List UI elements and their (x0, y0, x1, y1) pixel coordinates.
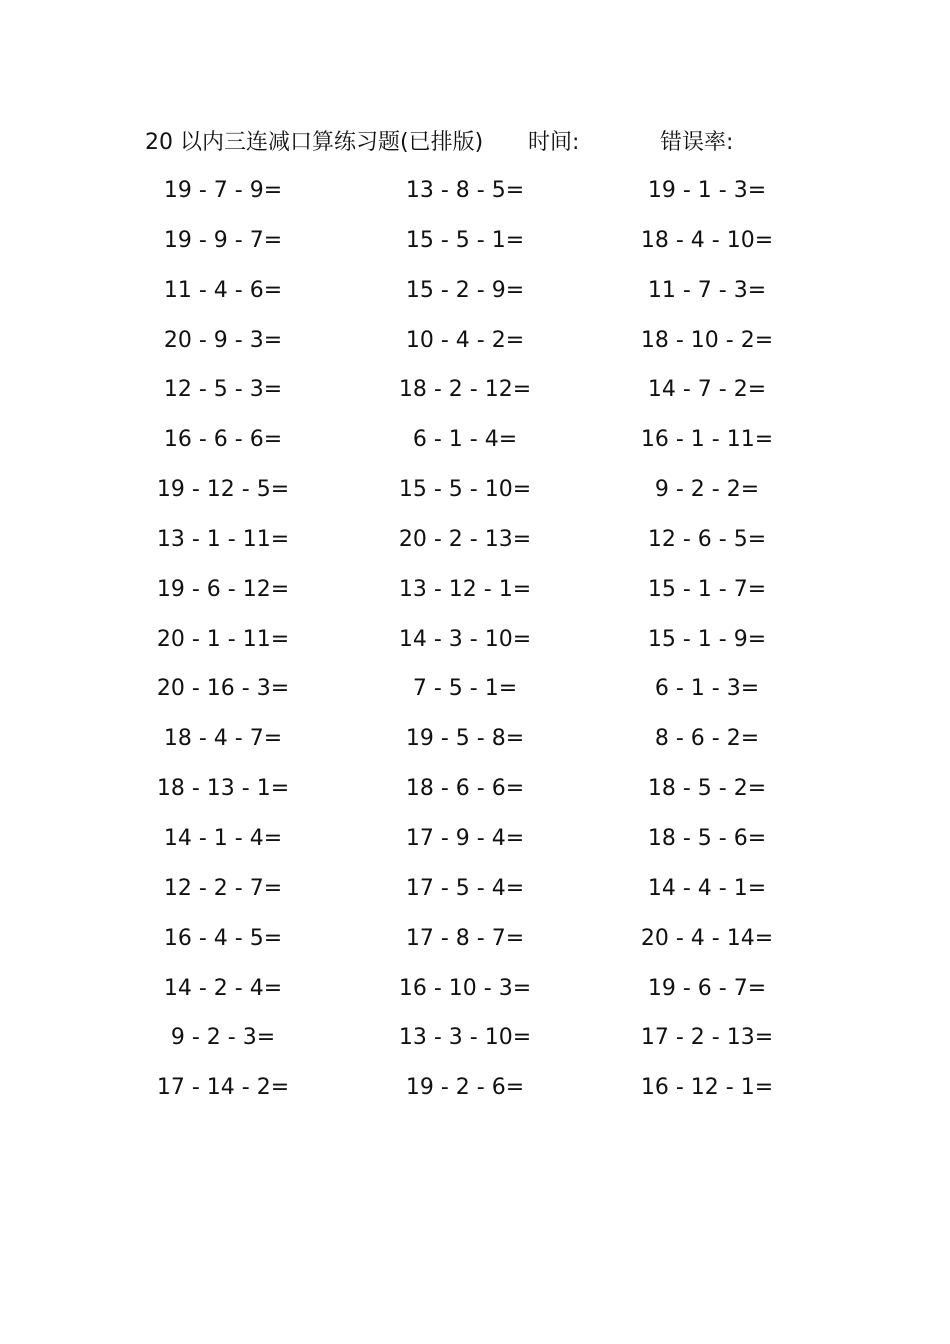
problem-item: 18 - 13 - 1= (156, 776, 290, 802)
problem-item: 16 - 12 - 1= (640, 1075, 774, 1101)
problem-item: 13 - 8 - 5= (405, 178, 525, 203)
problem-item: 18 - 4 - 7= (163, 726, 283, 752)
problem-row (0, 970, 950, 1020)
problem-item: 12 - 5 - 3= (163, 377, 283, 403)
problem-item: 17 - 2 - 13= (640, 1025, 774, 1051)
problem-row (0, 870, 950, 920)
problem-item: 17 - 8 - 7= (405, 925, 525, 951)
problem-item: 9 - 2 - 2= (654, 477, 760, 503)
problem-item: 20 - 9 - 3= (163, 327, 283, 353)
problem-item: 13 - 12 - 1= (398, 576, 532, 602)
problem-item: 16 - 4 - 5= (163, 925, 283, 951)
problem-row (0, 272, 950, 322)
problem-item: 19 - 7 - 9= (163, 178, 283, 203)
problem-item: 20 - 1 - 11= (156, 626, 290, 652)
problem-item: 17 - 14 - 2= (156, 1075, 290, 1101)
problem-item: 10 - 4 - 2= (405, 327, 525, 353)
problem-row (0, 621, 950, 671)
problem-grid (0, 172, 950, 1119)
problem-item: 19 - 12 - 5= (156, 477, 290, 503)
problem-row (0, 222, 950, 272)
problem-item: 19 - 6 - 7= (647, 975, 767, 1001)
problem-item: 18 - 5 - 6= (647, 825, 767, 851)
problem-item: 15 - 1 - 7= (647, 576, 767, 602)
problem-item: 14 - 1 - 4= (163, 825, 283, 851)
problem-item: 7 - 5 - 1= (412, 676, 518, 702)
problem-item: 8 - 6 - 2= (654, 726, 760, 752)
problem-item: 15 - 1 - 9= (647, 626, 767, 652)
problem-item: 6 - 1 - 3= (654, 676, 760, 702)
problem-item: 18 - 2 - 12= (398, 377, 532, 403)
problem-item: 19 - 6 - 12= (156, 576, 290, 602)
problem-row (0, 322, 950, 372)
problem-row (0, 421, 950, 471)
worksheet-title: 20 以内三连减口算练习题(已排版) (145, 130, 484, 155)
problem-item: 12 - 6 - 5= (647, 526, 767, 552)
problem-item: 14 - 4 - 1= (647, 875, 767, 901)
time-label: 时间: (528, 130, 580, 155)
problem-item: 18 - 10 - 2= (640, 327, 774, 353)
problem-item: 18 - 6 - 6= (405, 776, 525, 802)
problem-item: 19 - 2 - 6= (405, 1075, 525, 1101)
problem-item: 20 - 16 - 3= (156, 676, 290, 702)
problem-item: 13 - 3 - 10= (398, 1025, 532, 1051)
problem-item: 15 - 2 - 9= (405, 277, 525, 303)
problem-item: 14 - 2 - 4= (163, 975, 283, 1001)
problem-item: 20 - 2 - 13= (398, 526, 532, 552)
problem-row (0, 471, 950, 521)
problem-item: 15 - 5 - 10= (398, 477, 532, 503)
problem-item: 16 - 6 - 6= (163, 427, 283, 453)
problem-item: 19 - 1 - 3= (647, 178, 767, 203)
problem-item: 18 - 5 - 2= (647, 776, 767, 802)
problem-item: 16 - 10 - 3= (398, 975, 532, 1001)
problem-item: 13 - 1 - 11= (156, 526, 290, 552)
problem-row (0, 820, 950, 870)
problem-row (0, 371, 950, 421)
problem-item: 16 - 1 - 11= (640, 427, 774, 453)
problem-item: 12 - 2 - 7= (163, 875, 283, 901)
problem-item: 14 - 7 - 2= (647, 377, 767, 403)
problem-row (0, 1019, 950, 1069)
problem-row (0, 1069, 950, 1119)
problem-item: 6 - 1 - 4= (412, 427, 518, 453)
problem-item: 14 - 3 - 10= (398, 626, 532, 652)
problem-row (0, 720, 950, 770)
problem-item: 9 - 2 - 3= (170, 1025, 276, 1051)
problem-row (0, 571, 950, 621)
problem-row (0, 920, 950, 970)
worksheet-header (0, 125, 950, 161)
problem-row (0, 770, 950, 820)
problem-row (0, 521, 950, 571)
problem-item: 20 - 4 - 14= (640, 925, 774, 951)
problem-item: 11 - 7 - 3= (647, 277, 767, 303)
problem-row (0, 172, 950, 222)
problem-row (0, 670, 950, 720)
problem-item: 17 - 5 - 4= (405, 875, 525, 901)
problem-item: 19 - 5 - 8= (405, 726, 525, 752)
problem-item: 17 - 9 - 4= (405, 825, 525, 851)
problem-item: 11 - 4 - 6= (163, 277, 283, 303)
problem-item: 19 - 9 - 7= (163, 227, 283, 253)
error-rate-label: 错误率: (660, 130, 734, 155)
problem-item: 18 - 4 - 10= (640, 227, 774, 253)
problem-item: 15 - 5 - 1= (405, 227, 525, 253)
